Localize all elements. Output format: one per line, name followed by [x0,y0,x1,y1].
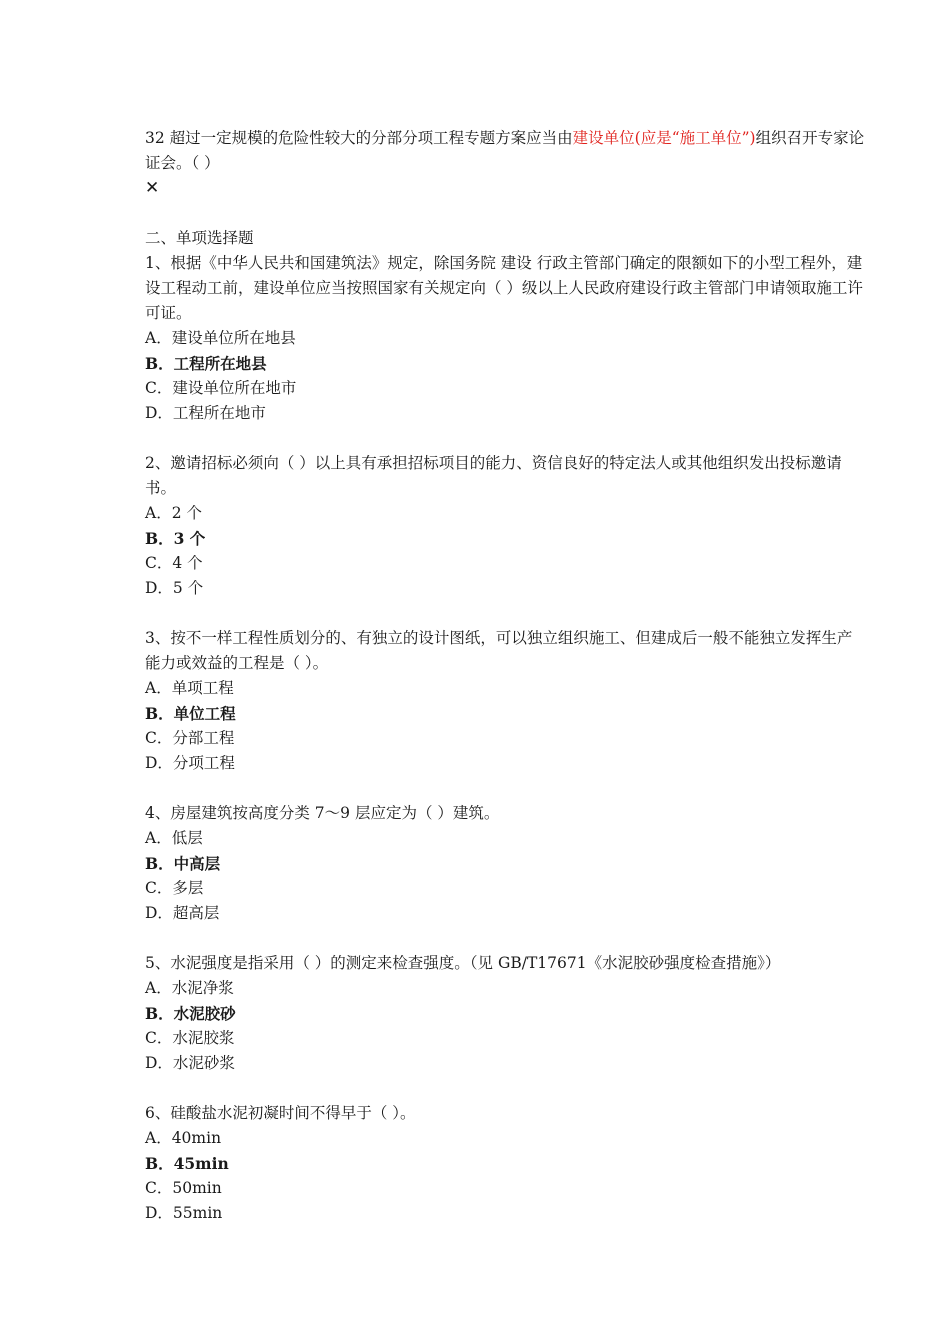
question-4-option-d: D．超高层 [145,904,220,922]
section-title: 二、单项选择题 [145,229,254,247]
question-4-option-b-answer: B．中高层 [145,854,221,873]
question-5-option-b-answer: B．水泥胶砂 [145,1004,236,1023]
wrong-mark-icon: ✕ [145,178,160,198]
question-6-option-d: D．55min [145,1204,223,1222]
question-1-option-d: D．工程所在地市 [145,404,266,422]
question-6-option-b-answer: B．45min [145,1154,229,1173]
question-32 [145,126,865,176]
spacer [145,776,865,801]
question-2-option-b-answer: B．3 个 [145,529,206,548]
question-32-suffix: 组织召开专家论证会。（ ） [145,129,865,172]
question-2-option-d: D．5 个 [145,579,204,597]
spacer [145,426,865,451]
question-5-option-a: A．水泥净浆 [145,979,234,997]
question-4-stem: 4、房屋建筑按高度分类 7～9 层应定为（ ）建筑。 [145,804,500,822]
spacer [145,201,865,226]
question-5-stem: 5、水泥强度是指采用（ ）的测定来检查强度。（见 GB/T17671《水泥胶砂强度检查措施》） [145,954,781,972]
question-5-option-c: C．水泥胶浆 [145,1029,235,1047]
question-32-prefix: 32 超过一定规模的危险性较大的分部分项工程专题方案应当由 [145,129,573,147]
question-1-stem: 1、根据《中华人民共和国建筑法》规定，除国务院 建设 行政主管部门确定的限额如下的小型工程外，建设工程动工前，建设单位应当按照国家有关规定向（ ）级以上人民政府建设行政主管部门申请领取施工许可证。 [145,254,863,322]
question-5-option-d: D．水泥砂浆 [145,1054,235,1072]
question-6-option-a: A．40min [145,1129,222,1147]
question-3-option-c: C．分部工程 [145,729,235,747]
question-32-correction: 建设单位(应是“施工单位”) [572,129,756,147]
question-6-stem: 6、硅酸盐水泥初凝时间不得早于（ ）。 [145,1104,416,1122]
spacer [145,1076,865,1101]
question-6-option-c: C．50min [145,1179,222,1197]
question-4-option-a: A．低层 [145,829,203,847]
question-1-option-a: A．建设单位所在地县 [145,329,296,347]
question-4-option-c: C．多层 [145,879,204,897]
question-3-option-d: D．分项工程 [145,754,235,772]
spacer [145,926,865,951]
question-1-option-b-answer: B．工程所在地县 [145,354,267,373]
question-2-option-c: C．4 个 [145,554,203,572]
question-3-option-a: A．单项工程 [145,679,234,697]
question-1-option-c: C．建设单位所在地市 [145,379,297,397]
spacer [145,601,865,626]
question-2-stem: 2、邀请招标必须向（ ）以上具有承担招标项目的能力、资信良好的特定法人或其他组织发出投标邀请书。 [145,454,842,497]
question-3-stem: 3、按不一样工程性质划分的、有独立的设计图纸，可以独立组织施工、但建成后一般不能独立发挥生产能力或效益的工程是（ ）。 [145,629,853,672]
document-body [145,126,865,1226]
question-3-option-b-answer: B．单位工程 [145,704,236,723]
question-2-option-a: A．2 个 [145,504,202,522]
